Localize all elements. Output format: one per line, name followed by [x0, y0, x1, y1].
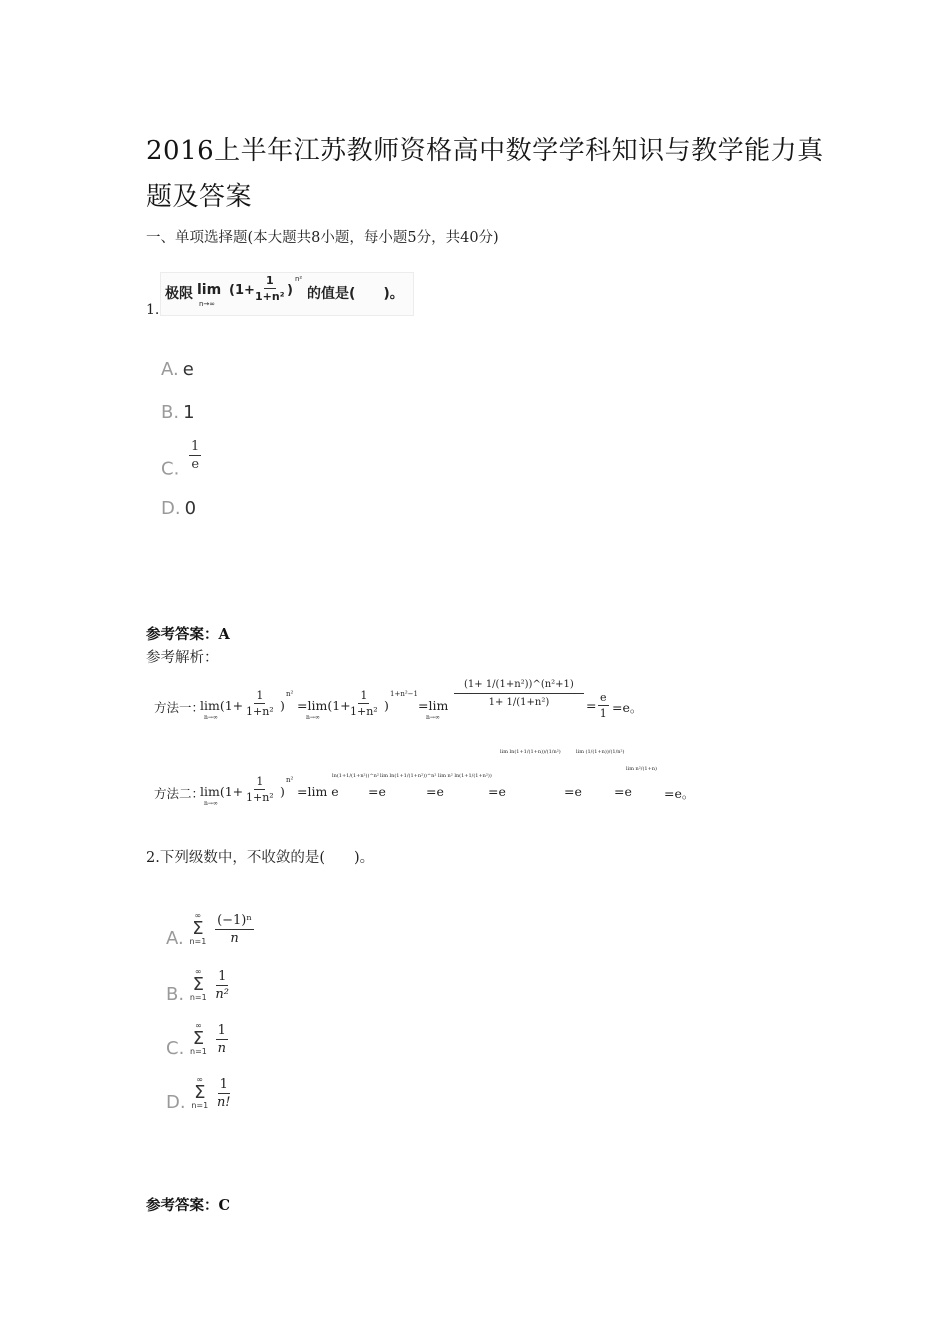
q2-c-den: n [217, 1040, 226, 1056]
q2-d-sum-bottom: n=1 [191, 1101, 209, 1110]
m1-frac-3 [454, 680, 584, 708]
q2-b-sum-top: ∞ [194, 967, 202, 976]
q1-analysis-label: 参考解析： [146, 650, 219, 666]
q2-option-a-letter: A. [166, 928, 184, 949]
q2-option-c [166, 1022, 228, 1059]
q2-c-num: 1 [217, 1022, 226, 1038]
q2-option-c-letter: C. [166, 1038, 185, 1059]
q1-answer: 参考答案：A [146, 626, 230, 643]
m2-p6: =e [564, 784, 582, 799]
q2-d-den: n! [216, 1094, 231, 1110]
m2-label: 方法二： [154, 786, 205, 801]
q1-fraction [255, 275, 285, 302]
m2-frac-1-den: 1+n² [246, 791, 274, 804]
q2-d-sum-top: ∞ [196, 1075, 204, 1084]
q2-b-sigma: Σ [192, 974, 204, 995]
m1-frac-2 [350, 690, 378, 717]
m1-lim-sub-2: n→∞ [306, 714, 320, 721]
q1-option-a-letter: A. [161, 359, 179, 380]
m2-exp-3: lim ln(1+1/(1+n²))^n² [380, 773, 437, 779]
q1-paren-close: ) [287, 283, 293, 298]
q2-option-b-letter: B. [166, 984, 185, 1005]
q1-lim: lim [197, 282, 222, 298]
q2-a-sigma: Σ [192, 918, 204, 939]
document-title: 2016上半年江苏教师资格高中数学学科知识与教学能力真题及答案 [146, 136, 824, 212]
q2-c-sum-bottom: n=1 [190, 1047, 207, 1056]
m1-lim-sub-3: n→∞ [426, 714, 440, 721]
q2-option-b-fraction [215, 970, 229, 1001]
q2-a-sum-bottom: n=1 [189, 937, 207, 946]
m1-p1: lim(1+ [200, 698, 244, 713]
q1-stem-suffix: 的值是( )。 [307, 286, 404, 302]
m2-p1: lim(1+ [200, 784, 244, 799]
q1-option-d-value: 0 [184, 498, 197, 519]
q2-d-sigma: Σ [194, 1082, 206, 1103]
m1-p4: = [586, 698, 597, 713]
m1-frac-4 [598, 692, 609, 719]
q2-b-sum-bottom: n=1 [189, 993, 207, 1002]
question-1-number: 1. [146, 302, 160, 318]
q1-stem-prefix: 极限 [165, 286, 193, 302]
q1-option-c-num: 1 [191, 439, 200, 454]
m1-close-1: ) [280, 698, 285, 713]
m2-exp-2: ln(1+1/(1+n²))^n² [332, 773, 379, 779]
m2-exp-7: lim n²/(1+n) [626, 766, 657, 772]
q1-lim-sub: n→∞ [199, 300, 216, 308]
m1-frac-4-num: e [600, 691, 607, 704]
q2-d-num: 1 [219, 1076, 228, 1092]
q2-option-d-fraction [217, 1078, 231, 1109]
m2-exp-1: n² [286, 776, 294, 784]
q2-a-num: (−1)ⁿ [217, 912, 252, 928]
q2-option-a-fraction [215, 914, 254, 945]
m2-frac-1 [246, 776, 274, 803]
method-1-formula [154, 678, 714, 740]
section-heading: 一、单项选择题(本大题共8小题，每小题5分，共40分) [146, 230, 499, 246]
m2-p8: =e。 [664, 786, 695, 801]
m1-label: 方法一： [154, 700, 205, 715]
q2-option-d-letter: D. [166, 1092, 186, 1113]
q2-option-d-sum [191, 1076, 208, 1110]
q2-option-a [166, 912, 254, 949]
m1-exp-2: 1+n²−1 [390, 690, 418, 698]
q2-c-sigma: Σ [192, 1028, 205, 1049]
q2-a-den: n [230, 930, 239, 946]
question-1-stem-image [160, 272, 414, 316]
m2-close-1: ) [280, 784, 285, 799]
q2-a-sum-top: ∞ [194, 911, 202, 920]
m2-frac-1-num: 1 [256, 775, 264, 788]
m1-p5: =e。 [612, 700, 643, 715]
m1-frac-2-den: 1+n² [350, 705, 378, 718]
m2-p5: =e [488, 784, 506, 799]
m2-exp-6: lim (1/(1+n))/(1/n²) [576, 749, 625, 755]
m2-p3: =e [368, 784, 386, 799]
q1-option-c-den: e [191, 457, 200, 472]
m2-p7: =e [614, 784, 632, 799]
m1-lim-sub-1: n→∞ [204, 714, 218, 721]
m2-lim-sub-1: n→∞ [204, 800, 218, 807]
m1-frac-1 [246, 690, 274, 717]
q2-b-den: n² [215, 986, 230, 1002]
q1-option-c-letter: C. [161, 458, 180, 480]
m2-exp-4: lim n² ln(1+1/(1+n²)) [438, 773, 492, 779]
q2-option-c-sum [190, 1022, 207, 1056]
m2-p4: =e [426, 784, 444, 799]
q1-option-c [161, 440, 201, 480]
q2-option-c-fraction [216, 1024, 228, 1055]
q2-option-d [166, 1076, 231, 1113]
m1-frac-1-den: 1+n² [246, 705, 274, 718]
m1-frac-2-num: 1 [360, 689, 368, 702]
q1-paren-open: (1+ [229, 283, 255, 298]
q1-option-d [161, 498, 196, 519]
q1-option-b [161, 402, 195, 423]
m1-frac-1-num: 1 [256, 689, 264, 702]
method-2-formula [154, 744, 714, 810]
q1-option-b-letter: B. [161, 402, 180, 423]
q1-exponent: n² [295, 275, 303, 283]
q1-option-b-value: 1 [183, 402, 195, 423]
m1-frac-3-den: 1+ 1/(1+n²) [488, 697, 550, 708]
q1-frac-num: 1 [265, 274, 274, 287]
q2-option-a-sum [189, 912, 206, 946]
m1-close-2: ) [384, 698, 389, 713]
q1-option-c-fraction [189, 440, 201, 471]
q2-option-b [166, 968, 229, 1005]
q1-option-d-letter: D. [161, 498, 181, 519]
m1-frac-4-den: 1 [599, 707, 607, 720]
q2-option-b-sum [190, 968, 207, 1002]
m1-p2: =lim(1+ [297, 698, 351, 713]
m2-exp-5: lim ln(1+1/(1+n))/(1/n²) [500, 749, 561, 755]
q1-frac-den: 1+n² [255, 290, 285, 303]
question-2-stem: 2.下列级数中，不收敛的是( )。 [146, 850, 375, 866]
m2-p2: =lim e [297, 784, 339, 799]
q2-answer: 参考答案：C [146, 1197, 231, 1214]
m1-exp-1: n² [286, 690, 294, 698]
m1-p3: =lim [418, 698, 449, 713]
m1-frac-3-num: (1+ 1/(1+n²))^(n²+1) [454, 680, 584, 694]
q2-c-sum-top: ∞ [195, 1021, 202, 1030]
q2-b-num: 1 [218, 968, 227, 984]
q1-option-a [161, 359, 194, 380]
q1-option-a-value: e [182, 359, 194, 380]
